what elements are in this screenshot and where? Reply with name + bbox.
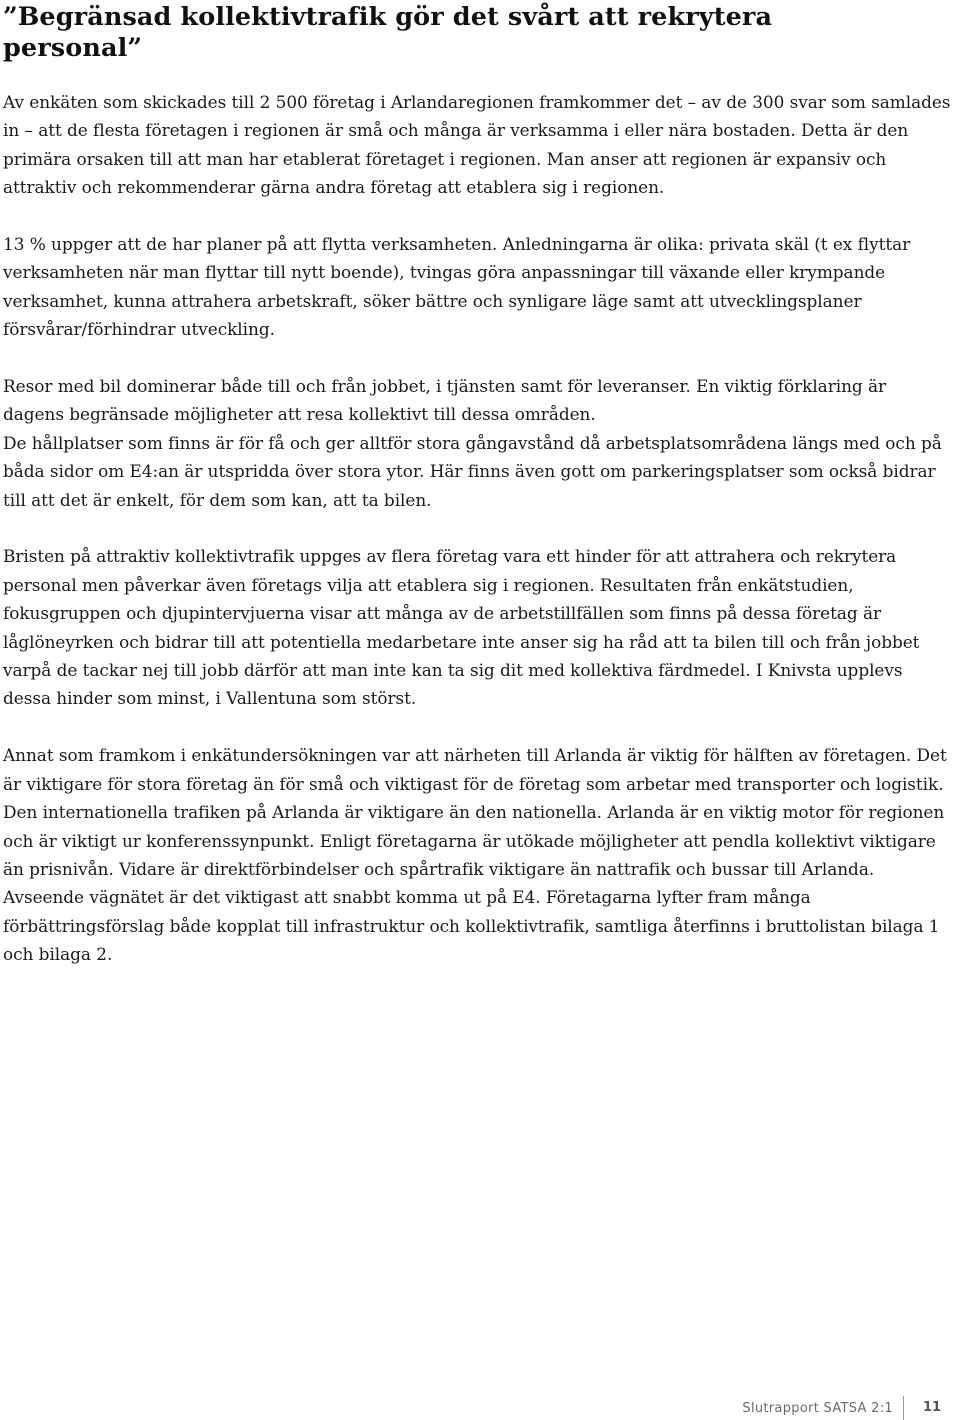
paragraph-survey-intro: Av enkäten som skickades till 2 500 företag i Arlandaregionen framkommer det – av de 300 svar som samlades in – att de flesta företagen i regionen är små och många är verksamma i eller nära bostaden. Detta är den primära orsaken till att man har etablerat företaget i regionen. Man anser att regionen är expansiv och attraktiv och rekommenderar gärna andra företag att etablera sig i regionen. <box>3 92 951 198</box>
section-heading: ”Begränsad kollektivtrafik gör det svårt att rekrytera personal” <box>3 2 773 63</box>
page-number: 11 <box>903 1396 960 1420</box>
footer-report-title: Slutrapport SATSA 2:1 <box>742 1400 893 1416</box>
paragraph-recruitment: Bristen på attraktiv kollektivtrafik uppges av flera företag vara ett hinder för att attrahera och rekrytera personal men påverkar även företags vilja att etablera sig i regionen. Resultaten från enkätstudien, fokusgruppen och djupintervjuerna visar att många av de arbetstillfällen som finns på dessa företag är låglöneyrken och bidrar till att potentiella medarbetare inte anser sig ha råd att ta bilen till och från jobbet varpå de tackar nej till jobb därför att man inte kan ta sig dit med kollektiva färdmedel. I Knivsta upplevs dessa hinder som minst, i Vallentuna som störst. <box>3 546 920 709</box>
paragraph-bus-stops: De hållplatser som finns är för få och ger alltför stora gångavstånd då arbetsplatsområdena längs med och på båda sidor om E4:an är utspridda över stora ytor. Här finns även gott om parkeringsplatser som också bidrar till att det är enkelt, för dem som kan, att ta bilen. <box>3 432 942 510</box>
body-text <box>3 88 951 997</box>
paragraph-relocation-plans: 13 % uppger att de har planer på att flytta verksamheten. Anledningarna är olika: privata skäl (t ex flyttar verksamheten när man flyttar till nytt boende), tvingas göra anpassningar till växande eller krympande verksamhet, kunna attrahera arbetskraft, söker bättre och synligare läge samt att utvecklingsplaner försvårar/förhindrar utveckling. <box>3 234 911 340</box>
paragraph-car-travel: Resor med bil dominerar både till och från jobbet, i tjänsten samt för leveranser. En viktig förklaring är dagens begränsade möjligheter att resa kollektivt till dessa områden. <box>3 376 887 425</box>
page-footer <box>742 1396 960 1420</box>
paragraph-arlanda-importance: Annat som framkom i enkätundersökningen var att närheten till Arlanda är viktig för hälften av företagen. Det är viktigare för stora företag än för små och viktigast för de företag som arbetar med transporter och logistik. Den internationella trafiken på Arlanda är viktigare än den nationella. Arlanda är en viktig motor för regionen och är viktigt ur konferenssynpunkt. Enligt företagarna är utökade möjligheter att pendla kollektivt viktigare än prisnivån. Vidare är direktförbindelser och spårtrafik viktigare än nattrafik och bussar till Arlanda. Avseende vägnätet är det viktigast att snabbt komma ut på E4. Företagarna lyfter fram många förbättringsförslag både kopplat till infrastruktur och kollektivtrafik, samtliga återfinns i bruttolistan bilaga 1 och bilaga 2. <box>3 745 947 965</box>
